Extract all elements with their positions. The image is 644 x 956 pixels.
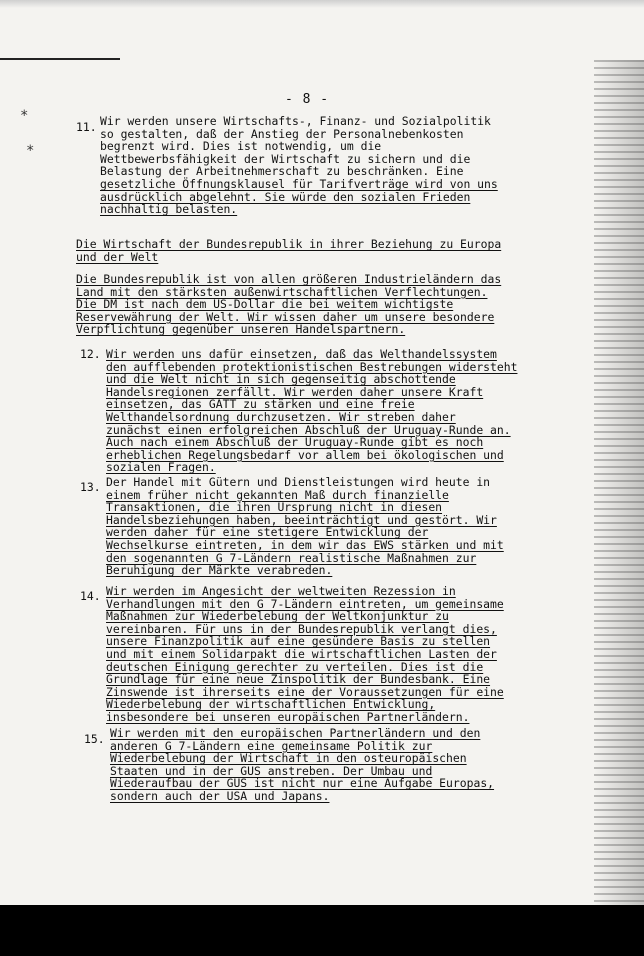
para-11-line: begrenzt wird. Dies ist notwendig, um die <box>100 139 382 154</box>
para-14-line: insbesondere bei unseren europäischen Partnerländern. <box>106 709 470 724</box>
para-13-line: Transaktionen, die ihren Ursprung nicht in diesen <box>106 500 443 515</box>
para-14-line: Verhandlungen mit den G 7-Ländern eintreten, um gemeinsame <box>106 596 504 611</box>
para-15-line: Wiederaufbau der GUS ist nicht nur eine Aufgabe Europas, <box>110 776 495 791</box>
section-heading-line: und der Welt <box>76 249 159 264</box>
para-11-number: 11. <box>76 120 97 134</box>
para-13-line: einem früher nicht gekannten Maß durch finanzielle <box>106 487 449 502</box>
para-13-number: 13. <box>80 480 101 494</box>
section-heading-line: Die Wirtschaft der Bundesrepublik in ihrer Beziehung zu Europa <box>76 237 502 251</box>
para-13 <box>106 476 504 577</box>
para-11 <box>100 115 498 216</box>
para-12-line: und die Welt nicht in sich gegenseitig abschottende <box>106 372 456 387</box>
para-12-line: Welthandelsordnung durchzusetzen. Wir streben daher <box>106 409 456 424</box>
para-15-line: Wir werden mit den europäischen Partnerländern und den <box>110 726 481 740</box>
para-11-line: ausdrücklich abgelehnt. Sie würde den sozialen Frieden <box>100 189 471 204</box>
intro-paragraph <box>76 273 501 336</box>
para-15 <box>110 727 494 803</box>
para-11-line: Belastung der Arbeitnehmerschaft zu beschränken. Eine <box>100 164 464 179</box>
para-14-line: Zinswende ist ihrerseits eine der Voraussetzungen für eine <box>106 684 504 699</box>
para-11-line: gesetzliche Öffnungsklausel für Tarifverträge wird von uns <box>100 176 498 191</box>
para-13-line: Der Handel mit Gütern und Dienstleistungen wird heute in <box>106 475 491 489</box>
scan-left-mark <box>0 58 120 68</box>
scan-right-edge-noise <box>594 60 644 905</box>
margin-mark-1: * <box>20 108 29 124</box>
para-11-line: Wir werden unsere Wirtschafts-, Finanz- und Sozialpolitik <box>100 114 491 128</box>
scan-bottom-band <box>0 905 644 956</box>
para-13-line: Wechselkurse eintreten, in dem wir das EWS stärken und mit <box>106 537 504 552</box>
para-15-line: Staaten und in der GUS anstreben. Der Umbau und <box>110 763 433 778</box>
para-12-number: 12. <box>80 347 101 361</box>
para-14-line: vereinbaren. Für uns in der Bundesrepublik verlangt dies, <box>106 621 497 636</box>
para-14 <box>106 585 504 724</box>
para-12-line: Wir werden uns dafür einsetzen, daß das Welthandelssystem <box>106 347 497 361</box>
para-14-line: Maßnahmen zur Wiederbelebung der Weltkonjunktur zu <box>106 609 449 624</box>
para-12-line: Handelsregionen zerfällt. Wir werden daher unsere Kraft <box>106 384 484 399</box>
para-12-line: einsetzen, das GATT zu stärken und eine freie <box>106 397 415 412</box>
para-13-line: Beruhigung der Märkte verabreden. <box>106 563 333 578</box>
para-11-line: so gestalten, daß der Anstieg der Personalnebenkosten <box>100 126 464 141</box>
para-15-number: 15. <box>84 732 105 746</box>
margin-mark-2: * <box>26 143 35 159</box>
section-heading <box>76 238 501 263</box>
intro-line: Die Bundesrepublik ist von allen größeren Industrieländern das <box>76 272 502 286</box>
para-14-number: 14. <box>80 589 101 603</box>
para-15-line: sondern auch der USA und Japans. <box>110 788 330 803</box>
intro-line: Verpflichtung gegenüber unseren Handelspartnern. <box>76 322 406 337</box>
para-15-line: anderen G 7-Ländern eine gemeinsame Politik zur <box>110 738 433 753</box>
para-13-line: Handelsbeziehungen haben, beeinträchtigt und gestört. Wir <box>106 512 497 527</box>
para-12-line: Auch nach einem Abschluß der Uruguay-Runde gibt es noch <box>106 435 484 450</box>
intro-line: Die DM ist nach dem US-Dollar die bei weitem wichtigste <box>76 297 454 312</box>
page-number: - 8 - <box>285 92 330 107</box>
para-14-line: Wir werden im Angesicht der weltweiten Rezession in <box>106 584 456 598</box>
para-15-line: Wiederbelebung der Wirtschaft in den osteuropäischen <box>110 751 467 766</box>
para-12 <box>106 348 517 474</box>
para-14-line: unsere Finanzpolitik auf eine gesündere Basis zu stellen <box>106 634 491 649</box>
para-14-line: Wiederbelebung der wirtschaftlichen Entwicklung, <box>106 697 436 712</box>
para-14-line: und mit einem Solidarpakt die wirtschaftlichen Lasten der <box>106 646 497 661</box>
para-13-line: den sogenannten G 7-Ländern realistische Maßnahmen zur <box>106 550 477 565</box>
para-12-line: zunächst einen erfolgreichen Abschluß der Uruguay-Runde an. <box>106 422 511 437</box>
para-12-line: erheblichen Regelungsbedarf vor allem bei ökologischen und <box>106 447 504 462</box>
intro-line: Reservewährung der Welt. Wir wissen daher um unsere besondere <box>76 309 495 324</box>
scan-top-edge <box>0 0 644 8</box>
para-13-line: werden daher für eine stetigere Entwicklung der <box>106 525 429 540</box>
para-14-line: deutschen Einigung gerechter zu verteilen. Dies ist die <box>106 659 484 674</box>
intro-line: Land mit den stärksten außenwirtschaftlichen Verflechtungen. <box>76 284 488 299</box>
para-14-line: Grundlage für eine neue Zinspolitik der Bundesbank. Eine <box>106 672 491 687</box>
para-11-line: Wettbewerbsfähigkeit der Wirtschaft zu sichern und die <box>100 151 471 166</box>
para-12-line: sozialen Fragen. <box>106 460 216 475</box>
para-12-line: den aufflebenden protektionistischen Bestrebungen widersteht <box>106 359 518 374</box>
para-11-line: nachhaltig belasten. <box>100 202 238 217</box>
